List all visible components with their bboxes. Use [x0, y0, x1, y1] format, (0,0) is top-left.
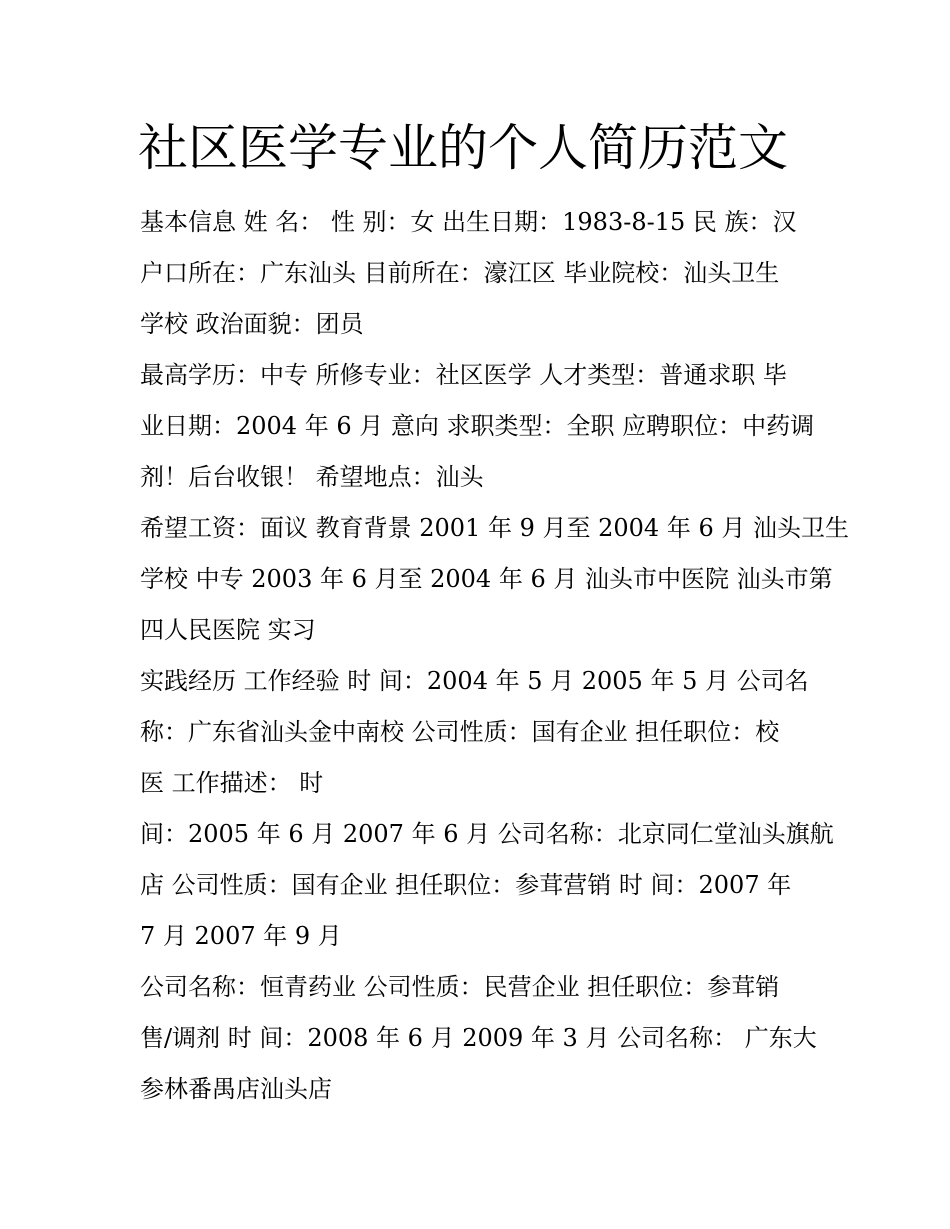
body-line: 基本信息 姓 名： 性 别：女 出生日期：1983-8-15 民 族：汉 [140, 208, 797, 236]
body-line: 售/调剂 时 间：2008 年 6 月 2009 年 3 月 公司名称： 广东大 [140, 1024, 817, 1052]
body-line: 间：2005 年 6 月 2007 年 6 月 公司名称：北京同仁堂汕头旗航 [140, 820, 834, 848]
body-line: 剂！后台收银！ 希望地点：汕头 [140, 463, 484, 491]
body-line: 称：广东省汕头金中南校 公司性质：国有企业 担任职位：校 [140, 718, 780, 746]
body-line: 店 公司性质：国有企业 担任职位：参茸营销 时 间：2007 年 [140, 871, 792, 899]
body-line: 7 月 2007 年 9 月 [140, 922, 342, 950]
document-title: 社区医学专业的个人简历范文 [138, 119, 788, 177]
body-line: 学校 政治面貌：团员 [140, 310, 364, 338]
body-line: 业日期：2004 年 6 月 意向 求职类型：全职 应聘职位：中药调 [140, 412, 815, 440]
body-line: 参林番禺店汕头店 [140, 1075, 332, 1103]
body-line: 希望工资：面议 教育背景 2001 年 9 月至 2004 年 6 月 汕头卫生 [140, 514, 849, 542]
body-line: 四人民医院 实习 [140, 616, 316, 644]
body-line: 户口所在：广东汕头 目前所在：濠江区 毕业院校：汕头卫生 [140, 259, 780, 287]
body-line: 实践经历 工作经验 时 间：2004 年 5 月 2005 年 5 月 公司名 [140, 667, 809, 695]
body-line: 医 工作描述： 时 [140, 769, 324, 797]
body-line: 公司名称：恒青药业 公司性质：民营企业 担任职位：参茸销 [140, 973, 780, 1001]
body-line: 学校 中专 2003 年 6 月至 2004 年 6 月 汕头市中医院 汕头市第 [140, 565, 833, 593]
body-line: 最高学历：中专 所修专业：社区医学 人才类型：普通求职 毕 [140, 361, 787, 389]
